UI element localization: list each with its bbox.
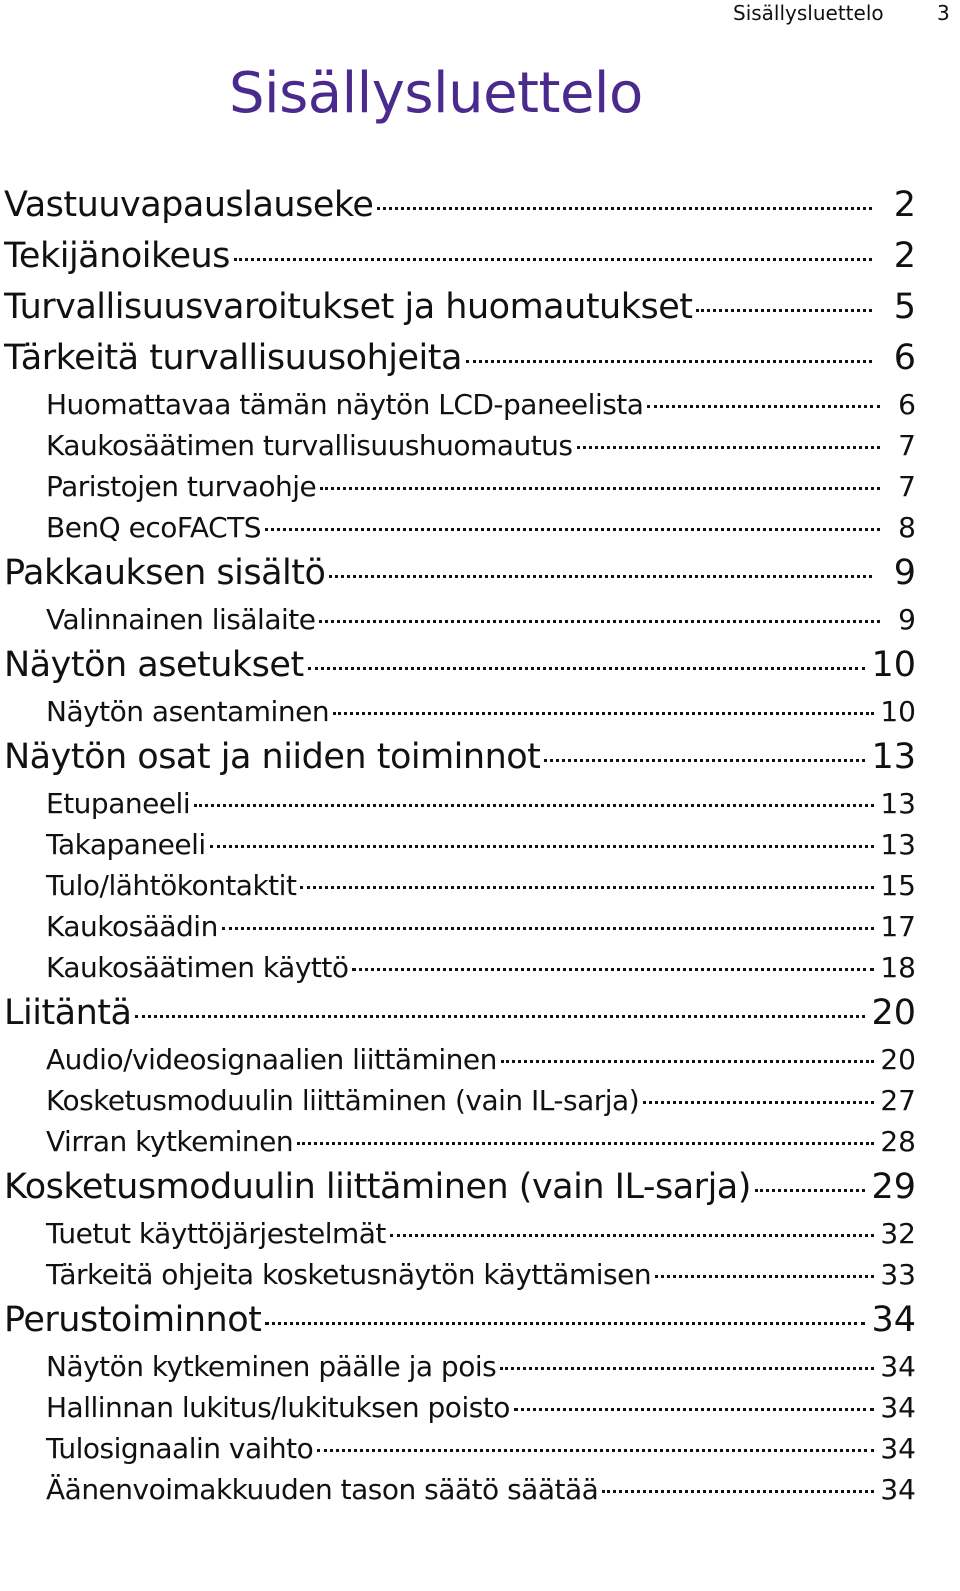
toc-entry-page-number: 34 (871, 1300, 916, 1340)
dot-leader (643, 1101, 874, 1104)
toc-entry-label: Valinnainen lisälaite (46, 603, 316, 636)
running-header-title: Sisällysluettelo (733, 1, 884, 25)
dot-leader (755, 1189, 866, 1192)
toc-subentry[interactable] (4, 906, 916, 947)
toc-entry[interactable] (4, 1295, 916, 1346)
toc-entry-label: Näytön asentaminen (46, 695, 330, 728)
toc-entry[interactable] (4, 180, 916, 231)
toc-subentry[interactable] (4, 1346, 916, 1387)
toc-entry-page-number: 27 (880, 1084, 916, 1117)
dot-leader (696, 309, 872, 312)
toc-subentry[interactable] (4, 691, 916, 732)
toc-subentry[interactable] (4, 1213, 916, 1254)
toc-entry-label: Vastuuvapauslauseke (4, 185, 374, 225)
toc-entry-page-number: 18 (880, 951, 916, 984)
dot-leader (319, 620, 880, 623)
toc-subentry[interactable] (4, 507, 916, 548)
toc-entry-page-number: 32 (880, 1217, 916, 1250)
toc-entry[interactable] (4, 231, 916, 282)
dot-leader (210, 845, 875, 848)
toc-subentry[interactable] (4, 384, 916, 425)
toc-entry-label: Perustoiminnot (4, 1300, 262, 1340)
toc-entry-label: Paristojen turvaohje (46, 470, 317, 503)
dot-leader (135, 1015, 865, 1018)
running-header-page-number: 3 (937, 1, 950, 25)
dot-leader (300, 886, 874, 889)
dot-leader (377, 207, 872, 210)
toc-entry-page-number: 13 (880, 787, 916, 820)
toc-entry-page-number: 10 (871, 645, 916, 685)
toc-entry-label: Kaukosäätimen käyttö (46, 951, 349, 984)
dot-leader (317, 1449, 874, 1452)
toc-entry[interactable] (4, 640, 916, 691)
dot-leader (308, 667, 866, 670)
toc-entry-page-number: 34 (880, 1391, 916, 1424)
toc-entry-page-number: 20 (871, 993, 916, 1033)
toc-entry-page-number: 34 (880, 1350, 916, 1383)
toc-entry[interactable] (4, 988, 916, 1039)
page-title: Sisällysluettelo (229, 61, 643, 126)
toc-subentry[interactable] (4, 466, 916, 507)
dot-leader (501, 1060, 875, 1063)
toc-entry-label: Pakkauksen sisältö (4, 553, 326, 593)
toc-entry-label: Tekijänoikeus (4, 236, 230, 276)
toc-entry-label: Liitäntä (4, 993, 132, 1033)
toc-entry-page-number: 15 (880, 869, 916, 902)
toc-entry-page-number: 6 (893, 338, 916, 378)
dot-leader (466, 360, 872, 363)
toc-subentry[interactable] (4, 783, 916, 824)
table-of-contents (4, 180, 916, 1510)
toc-entry-page-number: 13 (871, 737, 916, 777)
toc-entry-page-number: 9 (898, 603, 916, 636)
toc-entry-page-number: 7 (898, 470, 916, 503)
toc-entry-label: Näytön asetukset (4, 645, 304, 685)
dot-leader (265, 1322, 865, 1325)
toc-subentry[interactable] (4, 1428, 916, 1469)
toc-subentry[interactable] (4, 1387, 916, 1428)
toc-entry-label: Takapaneeli (46, 828, 206, 861)
toc-subentry[interactable] (4, 824, 916, 865)
toc-entry-page-number: 10 (880, 695, 916, 728)
toc-entry-label: Äänenvoimakkuuden tason säätö säätää (46, 1473, 599, 1506)
toc-entry[interactable] (4, 1162, 916, 1213)
toc-entry-label: Kosketusmoduulin liittäminen (vain IL-sarja) (4, 1167, 751, 1207)
toc-entry-label: Tärkeitä ohjeita kosketusnäytön käyttämisen (46, 1258, 652, 1291)
toc-subentry[interactable] (4, 1469, 916, 1510)
toc-entry-label: Kosketusmoduulin liittäminen (vain IL-sarja) (46, 1084, 640, 1117)
toc-entry-page-number: 33 (880, 1258, 916, 1291)
toc-entry-page-number: 13 (880, 828, 916, 861)
toc-entry-label: Turvallisuusvaroitukset ja huomautukset (4, 287, 693, 327)
dot-leader (194, 804, 874, 807)
toc-subentry[interactable] (4, 599, 916, 640)
toc-entry-label: Tulosignaalin vaihto (46, 1432, 314, 1465)
toc-entry-page-number: 5 (893, 287, 916, 327)
dot-leader (352, 968, 874, 971)
dot-leader (297, 1142, 874, 1145)
dot-leader (577, 446, 880, 449)
toc-entry-label: Näytön kytkeminen päälle ja pois (46, 1350, 497, 1383)
toc-entry-page-number: 8 (898, 511, 916, 544)
toc-entry[interactable] (4, 333, 916, 384)
toc-entry-label: Tuetut käyttöjärjestelmät (46, 1217, 386, 1250)
dot-leader (234, 258, 872, 261)
dot-leader (602, 1490, 874, 1493)
toc-entry-label: Virran kytkeminen (46, 1125, 294, 1158)
dot-leader (222, 927, 875, 930)
toc-entry-page-number: 34 (880, 1473, 916, 1506)
dot-leader (655, 1275, 874, 1278)
dot-leader (500, 1367, 874, 1370)
dot-leader (390, 1234, 874, 1237)
dot-leader (320, 487, 880, 490)
toc-entry-label: Etupaneeli (46, 787, 191, 820)
toc-entry-label: Huomattavaa tämän näytön LCD-paneelista (46, 388, 644, 421)
toc-entry-page-number: 20 (880, 1043, 916, 1076)
toc-entry-page-number: 6 (898, 388, 916, 421)
toc-entry-page-number: 2 (893, 185, 916, 225)
toc-entry-page-number: 9 (893, 553, 916, 593)
toc-subentry[interactable] (4, 1254, 916, 1295)
toc-entry-label: Audio/videosignaalien liittäminen (46, 1043, 497, 1076)
toc-entry[interactable] (4, 732, 916, 783)
toc-entry-page-number: 34 (880, 1432, 916, 1465)
toc-entry[interactable] (4, 548, 916, 599)
toc-entry-label: BenQ ecoFACTS (46, 511, 261, 544)
toc-entry-label: Tulo/lähtökontaktit (46, 869, 297, 902)
toc-subentry[interactable] (4, 425, 916, 466)
toc-entry-page-number: 7 (898, 429, 916, 462)
dot-leader (333, 712, 874, 715)
dot-leader (265, 528, 880, 531)
toc-entry-label: Näytön osat ja niiden toiminnot (4, 737, 541, 777)
toc-subentry[interactable] (4, 865, 916, 906)
toc-subentry[interactable] (4, 1039, 916, 1080)
toc-subentry[interactable] (4, 947, 916, 988)
toc-entry-page-number: 28 (880, 1125, 916, 1158)
toc-entry-label: Hallinnan lukitus/lukituksen poisto (46, 1391, 510, 1424)
dot-leader (647, 405, 880, 408)
toc-entry-page-number: 29 (871, 1167, 916, 1207)
toc-entry-page-number: 17 (880, 910, 916, 943)
dot-leader (329, 575, 872, 578)
toc-entry-label: Kaukosäädin (46, 910, 218, 943)
page-header (0, 0, 960, 26)
toc-entry[interactable] (4, 282, 916, 333)
toc-entry-label: Tärkeitä turvallisuusohjeita (4, 338, 462, 378)
dot-leader (544, 759, 865, 762)
toc-entry-page-number: 2 (893, 236, 916, 276)
toc-subentry[interactable] (4, 1080, 916, 1121)
toc-entry-label: Kaukosäätimen turvallisuushuomautus (46, 429, 573, 462)
toc-subentry[interactable] (4, 1121, 916, 1162)
dot-leader (514, 1408, 874, 1411)
